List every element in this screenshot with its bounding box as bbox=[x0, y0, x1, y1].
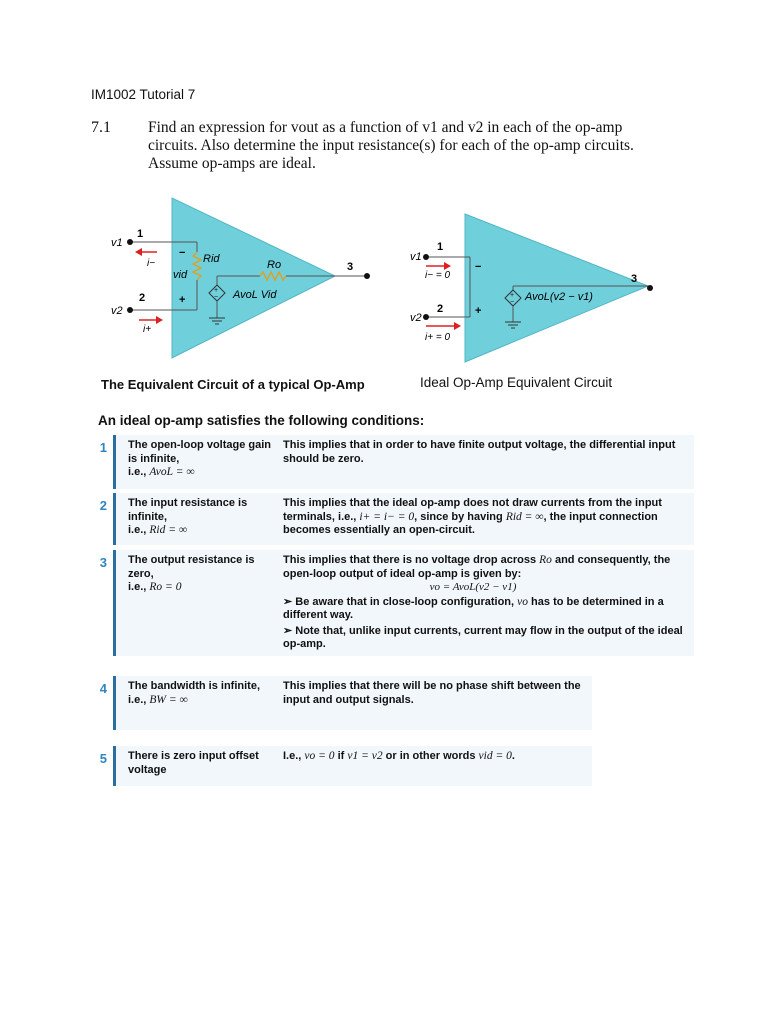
condition-right-text: I.e., vo = 0 if v1 = v2 or in other words vid = 0. bbox=[283, 750, 515, 762]
condition-box bbox=[113, 435, 694, 489]
svg-text:i−: i− bbox=[147, 258, 156, 269]
svg-text:AvoL Vid: AvoL Vid bbox=[233, 289, 277, 301]
svg-text:1: 1 bbox=[437, 241, 444, 253]
figure1-caption: The Equivalent Circuit of a typical Op-Amp bbox=[101, 377, 365, 392]
question-number: 7.1 bbox=[91, 119, 111, 136]
svg-text:i− = 0: i− = 0 bbox=[425, 270, 451, 281]
figure1-circuit bbox=[111, 198, 370, 358]
svg-text:AvoL(v2 − v1): AvoL(v2 − v1) bbox=[525, 291, 593, 303]
figure2-circuit bbox=[410, 214, 653, 362]
svg-text:+: + bbox=[475, 305, 482, 317]
opamp-diagrams bbox=[95, 190, 675, 370]
figure2-caption: Ideal Op-Amp Equivalent Circuit bbox=[420, 375, 613, 390]
condition-number: 4 bbox=[99, 681, 107, 696]
svg-text:−: − bbox=[510, 299, 515, 306]
svg-text:−: − bbox=[214, 294, 219, 301]
svg-text:Ro: Ro bbox=[267, 259, 282, 271]
svg-text:1: 1 bbox=[137, 228, 144, 240]
svg-text:−: − bbox=[179, 247, 186, 259]
condition-right-text: This implies that there will be no phase shift between the input and output signals. bbox=[283, 680, 581, 706]
condition-number: 3 bbox=[99, 555, 107, 570]
svg-text:3: 3 bbox=[631, 273, 638, 285]
condition-number: 5 bbox=[99, 751, 107, 766]
document-header: IM1002 Tutorial 7 bbox=[91, 87, 196, 102]
svg-text:3: 3 bbox=[347, 261, 354, 273]
condition-right-text: This implies that the ideal op-amp does not draw currents from the input terminals, i.e., i+ = i− = 0, since by having Rid = ∞, the input connection becomes essentially an open-circuit. bbox=[283, 497, 662, 536]
svg-text:v1: v1 bbox=[111, 237, 123, 249]
figure2-opamp-triangle bbox=[465, 214, 648, 362]
svg-text:2: 2 bbox=[139, 292, 146, 304]
svg-text:−: − bbox=[475, 261, 482, 273]
condition-left-text: The bandwidth is infinite, i.e., BW = ∞ bbox=[128, 680, 260, 706]
svg-text:+: + bbox=[510, 292, 515, 299]
conditions-title: An ideal op-amp satisfies the following conditions: bbox=[98, 413, 425, 428]
svg-text:+: + bbox=[179, 294, 186, 306]
condition-left-text: The output resistance is zero, i.e., Ro = 0 bbox=[128, 554, 255, 593]
svg-text:+: + bbox=[214, 287, 219, 294]
svg-text:v2: v2 bbox=[410, 312, 422, 324]
condition-box bbox=[113, 493, 694, 545]
svg-text:v2: v2 bbox=[111, 305, 123, 317]
svg-text:i+ = 0: i+ = 0 bbox=[425, 332, 451, 343]
output-equation: vo = AvoL(v2 − v1) bbox=[429, 581, 517, 593]
condition-box bbox=[113, 676, 592, 730]
svg-text:2: 2 bbox=[437, 303, 444, 315]
question-text: Find an expression for vout as a function of v1 and v2 in each of the op-amp circuits. Also determine the input resistance(s) for each of the op-amp circuits. Assume op-amps are ideal. bbox=[148, 119, 634, 172]
svg-text:Rid: Rid bbox=[203, 253, 220, 265]
condition-number: 1 bbox=[99, 440, 107, 455]
condition-left-text: There is zero input offset voltage bbox=[128, 750, 259, 776]
svg-text:v1: v1 bbox=[410, 251, 422, 263]
condition-left-text: The input resistance is infinite, i.e., Rid = ∞ bbox=[128, 497, 248, 536]
bullet-closed-loop: ➢ Be aware that in close-loop configuration, vo has to be determined in a different way. bbox=[283, 595, 664, 621]
condition-box bbox=[113, 550, 694, 656]
condition-number: 2 bbox=[99, 498, 107, 513]
figure1-opamp-triangle bbox=[172, 198, 335, 358]
condition-box bbox=[113, 746, 592, 786]
bullet-output-current: ➢ Note that, unlike input currents, current may flow in the output of the ideal op-amp. bbox=[283, 624, 683, 650]
svg-text:i+: i+ bbox=[143, 324, 152, 335]
svg-text:vid: vid bbox=[173, 269, 188, 281]
condition-left-text: The open-loop voltage gain is infinite, i.e., AvoL = ∞ bbox=[128, 439, 271, 478]
condition-right-text: This implies that in order to have finite output voltage, the differential input should be zero. bbox=[283, 439, 676, 465]
condition-right-text: This implies that there is no voltage drop across Ro and consequently, the open-loop output of ideal op-amp is given by: vo = AvoL(v2 − v1) ➢ Be aware that in close-loop configuration, vo has to be determined in a different way. ➢ Note that, unlike input currents, current may flow in the output of the ideal op-amp. bbox=[283, 554, 683, 650]
